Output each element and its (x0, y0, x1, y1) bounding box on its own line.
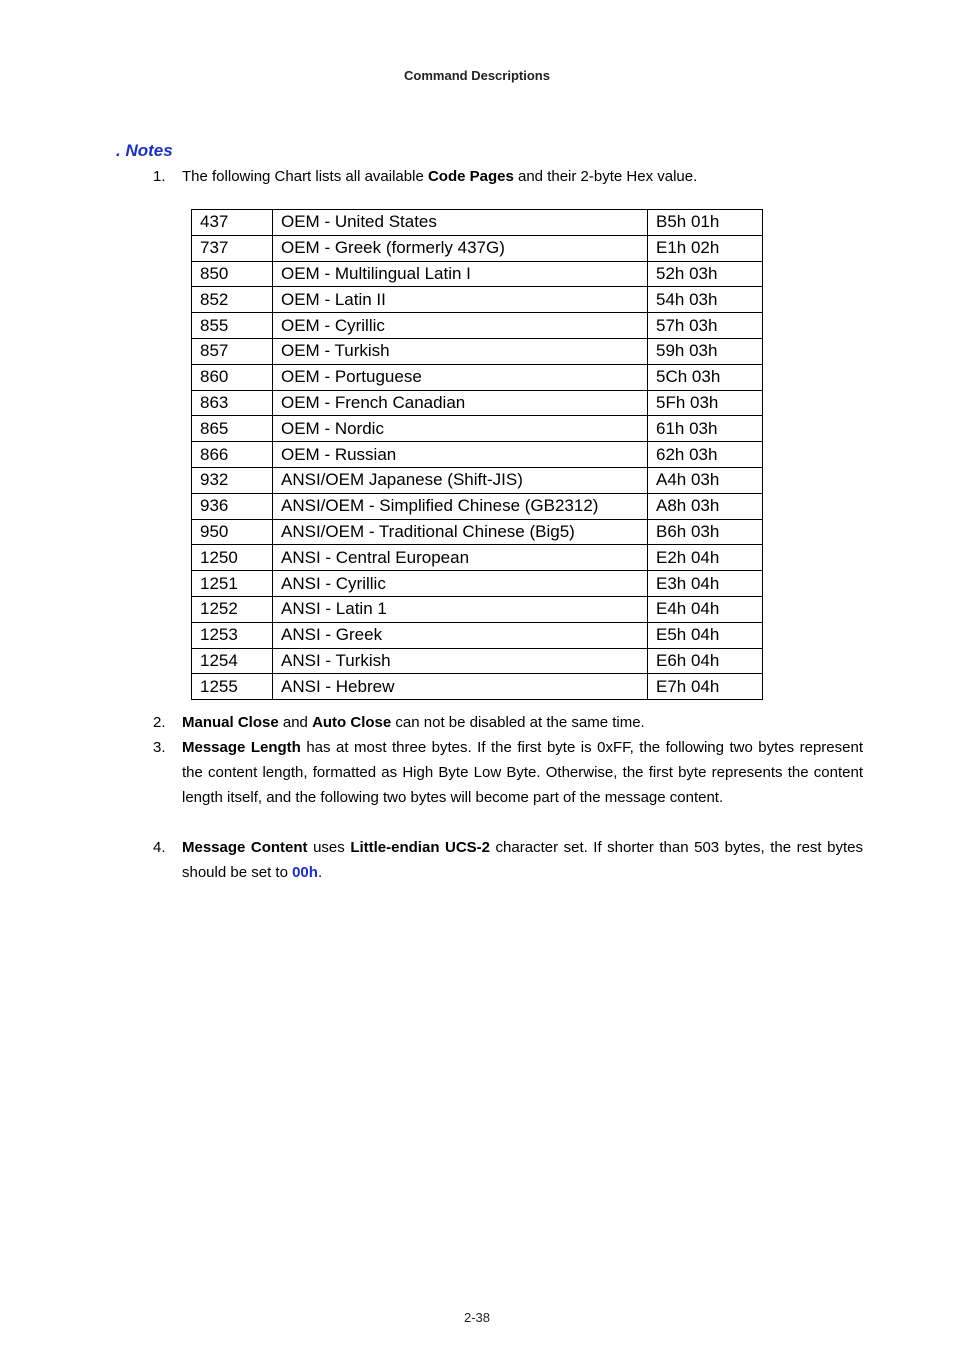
table-row (192, 648, 763, 674)
list-number: 2. (153, 714, 166, 731)
code-cell: 1255 (192, 674, 273, 700)
table-row (192, 364, 763, 390)
code-cell: 1250 (192, 545, 273, 571)
table-row (192, 571, 763, 597)
hex-cell: 62h 03h (648, 442, 763, 468)
table-row (192, 261, 763, 287)
table-row (192, 235, 763, 261)
name-cell: ANSI - Central European (273, 545, 648, 571)
table-row (192, 596, 763, 622)
hex-cell: A4h 03h (648, 467, 763, 493)
code-cell: 936 (192, 493, 273, 519)
hex-cell: E3h 04h (648, 571, 763, 597)
code-cell: 855 (192, 313, 273, 339)
list-number: 4. (153, 839, 166, 856)
code-cell: 1254 (192, 648, 273, 674)
code-pages-table (191, 209, 763, 700)
hex-cell: E6h 04h (648, 648, 763, 674)
page-number: 2-38 (463, 1310, 491, 1325)
hex-cell: B5h 01h (648, 210, 763, 236)
code-cell: 850 (192, 261, 273, 287)
code-cell: 437 (192, 210, 273, 236)
hex-cell: E1h 02h (648, 235, 763, 261)
hex-cell: 52h 03h (648, 261, 763, 287)
hex-cell: 54h 03h (648, 287, 763, 313)
name-cell: ANSI - Greek (273, 622, 648, 648)
table-row (192, 442, 763, 468)
hex-cell: 5Fh 03h (648, 390, 763, 416)
hex-cell: E4h 04h (648, 596, 763, 622)
table-row (192, 622, 763, 648)
name-cell: ANSI - Latin 1 (273, 596, 648, 622)
code-cell: 866 (192, 442, 273, 468)
name-cell: OEM - Turkish (273, 338, 648, 364)
hex-cell: E2h 04h (648, 545, 763, 571)
code-cell: 860 (192, 364, 273, 390)
note-text: Message Content uses Little-endian UCS-2 character set. If shorter than 503 bytes, the rest bytes should be set to 00h. (182, 839, 863, 881)
hex-cell: B6h 03h (648, 519, 763, 545)
note-text: Manual Close and Auto Close can not be disabled at the same time. (182, 714, 645, 731)
table-row (192, 545, 763, 571)
hex-cell: E7h 04h (648, 674, 763, 700)
page-header: Command Descriptions (404, 68, 550, 83)
hex-cell: E5h 04h (648, 622, 763, 648)
note-text: The following Chart lists all available Code Pages and their 2-byte Hex value. (182, 168, 698, 185)
hex-cell: 59h 03h (648, 338, 763, 364)
table-row (192, 338, 763, 364)
note-text: Message Length has at most three bytes. If the first byte is 0xFF, the following two bytes represent the content length, formatted as High Byte Low Byte. Otherwise, the first byte represents the content length itself, and the following two bytes will become part of the message content. (182, 739, 863, 806)
list-number: 1. (153, 168, 166, 185)
code-cell: 1251 (192, 571, 273, 597)
name-cell: ANSI - Hebrew (273, 674, 648, 700)
table-row (192, 287, 763, 313)
hex-cell: A8h 03h (648, 493, 763, 519)
table-row (192, 519, 763, 545)
name-cell: OEM - Multilingual Latin I (273, 261, 648, 287)
name-cell: ANSI/OEM - Simplified Chinese (GB2312) (273, 493, 648, 519)
name-cell: OEM - Greek (formerly 437G) (273, 235, 648, 261)
table-row (192, 390, 763, 416)
code-cell: 737 (192, 235, 273, 261)
table-row (192, 210, 763, 236)
code-cell: 857 (192, 338, 273, 364)
name-cell: OEM - Latin II (273, 287, 648, 313)
hex-cell: 5Ch 03h (648, 364, 763, 390)
code-cell: 932 (192, 467, 273, 493)
table-row (192, 467, 763, 493)
name-cell: OEM - Russian (273, 442, 648, 468)
table-row (192, 416, 763, 442)
notes-heading: . Notes (116, 141, 173, 160)
code-cell: 865 (192, 416, 273, 442)
name-cell: OEM - Nordic (273, 416, 648, 442)
table-row (192, 313, 763, 339)
code-cell: 950 (192, 519, 273, 545)
code-cell: 1253 (192, 622, 273, 648)
name-cell: OEM - Cyrillic (273, 313, 648, 339)
name-cell: ANSI - Cyrillic (273, 571, 648, 597)
name-cell: OEM - Portuguese (273, 364, 648, 390)
table-row (192, 674, 763, 700)
name-cell: ANSI/OEM - Traditional Chinese (Big5) (273, 519, 648, 545)
code-cell: 852 (192, 287, 273, 313)
code-cell: 1252 (192, 596, 273, 622)
name-cell: ANSI/OEM Japanese (Shift-JIS) (273, 467, 648, 493)
hex-cell: 61h 03h (648, 416, 763, 442)
code-cell: 863 (192, 390, 273, 416)
name-cell: OEM - French Canadian (273, 390, 648, 416)
table-row (192, 493, 763, 519)
name-cell: ANSI - Turkish (273, 648, 648, 674)
list-number: 3. (153, 739, 166, 756)
name-cell: OEM - United States (273, 210, 648, 236)
hex-cell: 57h 03h (648, 313, 763, 339)
